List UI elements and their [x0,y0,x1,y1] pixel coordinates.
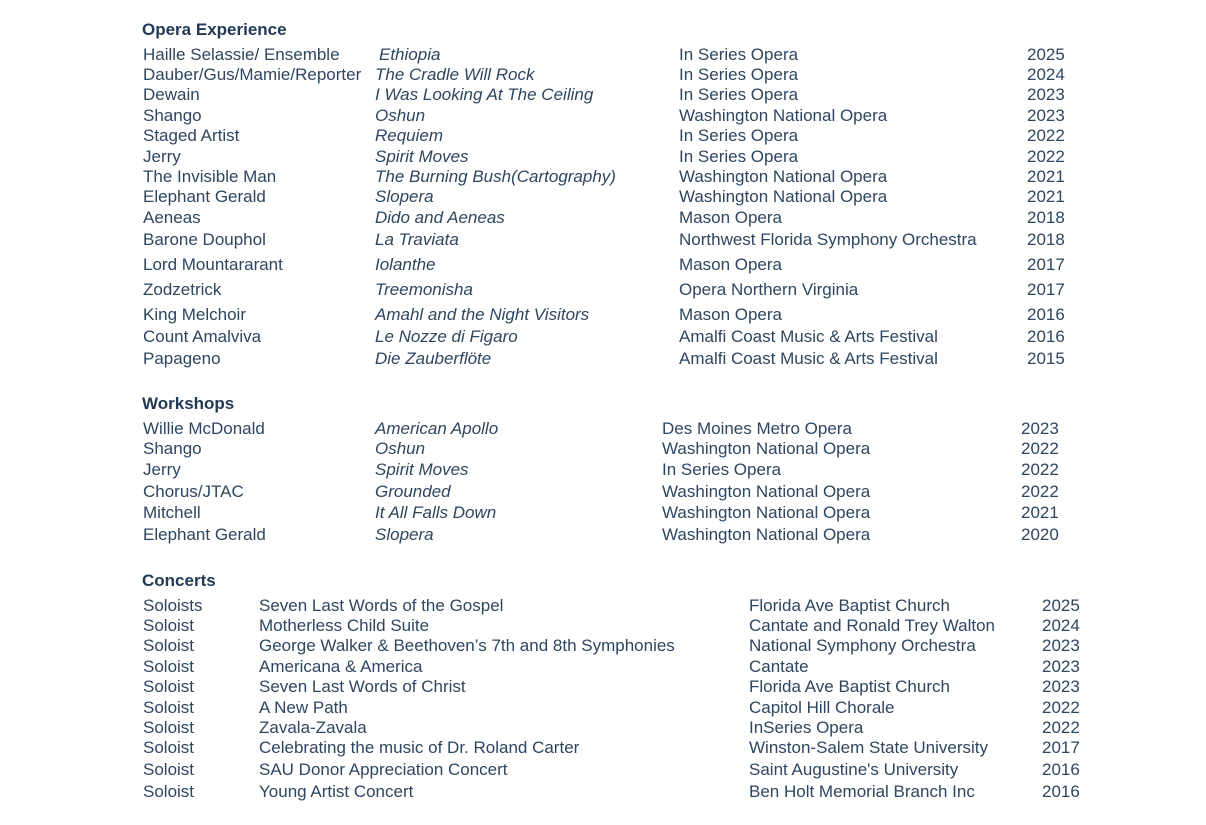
company-cell: Des Moines Metro Opera [662,419,852,438]
work-cell: Oshun [375,106,426,125]
role-cell: Jerry [143,460,181,479]
company-cell: Washington National Opera [679,167,888,186]
role-cell: Soloist [143,738,195,757]
year-cell: 2023 [1027,106,1065,125]
work-cell: Treemonisha [375,280,473,299]
role-cell: Staged Artist [143,126,240,145]
table-row [0,208,1206,228]
role-cell: Soloist [143,698,195,717]
work-cell: Motherless Child Suite [259,616,430,635]
work-cell: Oshun [375,439,426,458]
year-cell: 2021 [1021,503,1059,522]
year-cell: 2025 [1042,596,1080,615]
workshops-section-title: Workshops [142,394,235,413]
role-cell: Count Amalviva [143,327,262,346]
table-row [0,305,1206,325]
work-cell: Requiem [375,126,444,145]
work-cell: I Was Looking At The Ceiling [375,85,594,104]
table-row [0,782,1206,802]
table-row [0,147,1206,167]
venue-cell: Cantate [749,657,809,676]
year-cell: 2021 [1027,167,1065,186]
work-cell: Celebrating the music of Dr. Roland Carter [259,738,580,757]
year-cell: 2016 [1027,327,1065,346]
concerts-section-title: Concerts [142,571,216,590]
table-row [0,230,1206,250]
work-cell: The Cradle Will Rock [375,65,535,84]
company-cell: Washington National Opera [662,482,871,501]
company-cell: Mason Opera [679,255,782,274]
year-cell: 2018 [1027,208,1065,227]
table-row [0,482,1206,502]
year-cell: 2024 [1042,616,1080,635]
role-cell: Chorus/JTAC [143,482,244,501]
work-cell: George Walker & Beethoven’s 7th and 8th Symphonies [259,636,675,655]
work-cell: Le Nozze di Figaro [375,327,518,346]
role-cell: Soloist [143,677,195,696]
table-row [0,187,1206,207]
year-cell: 2016 [1042,782,1080,801]
company-cell: Amalfi Coast Music & Arts Festival [679,327,938,346]
table-row [0,106,1206,126]
year-cell: 2022 [1021,460,1059,479]
table-row [0,439,1206,459]
role-cell: Soloists [143,596,203,615]
role-cell: Willie McDonald [143,419,265,438]
company-cell: Opera Northern Virginia [679,280,859,299]
work-cell: Die Zauberflöte [375,349,492,368]
role-cell: Shango [143,439,202,458]
work-cell: Seven Last Words of the Gospel [259,596,504,615]
role-cell: Soloist [143,636,195,655]
table-row [0,167,1206,187]
year-cell: 2023 [1042,677,1080,696]
table-row [0,657,1206,677]
table-row [0,280,1206,300]
company-cell: In Series Opera [679,147,799,166]
role-cell: Shango [143,106,202,125]
table-row [0,596,1206,616]
year-cell: 2022 [1027,126,1065,145]
role-cell: Mitchell [143,503,201,522]
year-cell: 2017 [1027,280,1065,299]
table-row [0,760,1206,780]
table-row [0,85,1206,105]
work-cell: Dido and Aeneas [375,208,505,227]
work-cell: Seven Last Words of Christ [259,677,466,696]
year-cell: 2022 [1021,482,1059,501]
company-cell: In Series Opera [679,65,799,84]
table-row [0,503,1206,523]
company-cell: Northwest Florida Symphony Orchestra [679,230,977,249]
role-cell: Dauber/Gus/Mamie/Reporter [143,65,362,84]
table-row [0,616,1206,636]
table-row [0,636,1206,656]
year-cell: 2016 [1042,760,1080,779]
role-cell: Aeneas [143,208,201,227]
company-cell: In Series Opera [662,460,782,479]
work-cell: Zavala-Zavala [259,718,367,737]
company-cell: Mason Opera [679,305,782,324]
venue-cell: Winston-Salem State University [749,738,989,757]
work-cell: Spirit Moves [375,460,469,479]
company-cell: In Series Opera [679,85,799,104]
role-cell: Lord Mountararant [143,255,283,274]
work-cell: Slopera [375,187,434,206]
role-cell: King Melchoir [143,305,246,324]
venue-cell: Saint Augustine's University [749,760,959,779]
work-cell: Slopera [375,525,434,544]
role-cell: Zodzetrick [143,280,222,299]
work-cell: Amahl and the Night Visitors [375,305,590,324]
role-cell: Soloist [143,782,195,801]
work-cell: Ethiopia [379,45,441,64]
table-row [0,126,1206,146]
work-cell: Americana & America [259,657,423,676]
venue-cell: Florida Ave Baptist Church [749,677,950,696]
work-cell: The Burning Bush(Cartography) [375,167,616,186]
company-cell: Mason Opera [679,208,782,227]
work-cell: La Traviata [375,230,459,249]
opera-section-title: Opera Experience [142,20,287,39]
year-cell: 2018 [1027,230,1065,249]
role-cell: Soloist [143,657,195,676]
venue-cell: InSeries Opera [749,718,864,737]
role-cell: Elephant Gerald [143,187,266,206]
role-cell: Haille Selassie/ Ensemble [143,45,340,64]
role-cell: Soloist [143,718,195,737]
table-row [0,327,1206,347]
company-cell: Washington National Opera [662,439,871,458]
venue-cell: Florida Ave Baptist Church [749,596,950,615]
role-cell: Dewain [143,85,200,104]
table-row [0,525,1206,545]
year-cell: 2022 [1021,439,1059,458]
venue-cell: Capitol Hill Chorale [749,698,895,717]
work-cell: A New Path [259,698,348,717]
company-cell: Washington National Opera [662,503,871,522]
year-cell: 2024 [1027,65,1065,84]
work-cell: Iolanthe [375,255,436,274]
year-cell: 2022 [1042,698,1080,717]
work-cell: It All Falls Down [375,503,497,522]
work-cell: Young Artist Concert [259,782,414,801]
company-cell: In Series Opera [679,45,799,64]
table-row [0,718,1206,738]
table-row [0,349,1206,369]
role-cell: Soloist [143,616,195,635]
company-cell: Amalfi Coast Music & Arts Festival [679,349,938,368]
table-row [0,460,1206,480]
table-row [0,65,1206,85]
table-row [0,698,1206,718]
year-cell: 2016 [1027,305,1065,324]
table-row [0,677,1206,697]
role-cell: Papageno [143,349,221,368]
role-cell: Soloist [143,760,195,779]
table-row [0,255,1206,275]
work-cell: Grounded [375,482,451,501]
year-cell: 2023 [1021,419,1059,438]
year-cell: 2021 [1027,187,1065,206]
company-cell: In Series Opera [679,126,799,145]
company-cell: Washington National Opera [679,106,888,125]
venue-cell: National Symphony Orchestra [749,636,976,655]
venue-cell: Ben Holt Memorial Branch Inc [749,782,975,801]
year-cell: 2023 [1042,657,1080,676]
year-cell: 2022 [1027,147,1065,166]
role-cell: Jerry [143,147,181,166]
year-cell: 2015 [1027,349,1065,368]
work-cell: SAU Donor Appreciation Concert [259,760,508,779]
table-row [0,419,1206,439]
table-row [0,738,1206,758]
year-cell: 2017 [1027,255,1065,274]
year-cell: 2025 [1027,45,1065,64]
company-cell: Washington National Opera [679,187,888,206]
role-cell: The Invisible Man [143,167,277,186]
year-cell: 2017 [1042,738,1080,757]
year-cell: 2023 [1042,636,1080,655]
work-cell: Spirit Moves [375,147,469,166]
year-cell: 2023 [1027,85,1065,104]
year-cell: 2020 [1021,525,1059,544]
company-cell: Washington National Opera [662,525,871,544]
table-row [0,45,1206,65]
role-cell: Barone Douphol [143,230,266,249]
work-cell: American Apollo [375,419,499,438]
role-cell: Elephant Gerald [143,525,266,544]
venue-cell: Cantate and Ronald Trey Walton [749,616,996,635]
year-cell: 2022 [1042,718,1080,737]
